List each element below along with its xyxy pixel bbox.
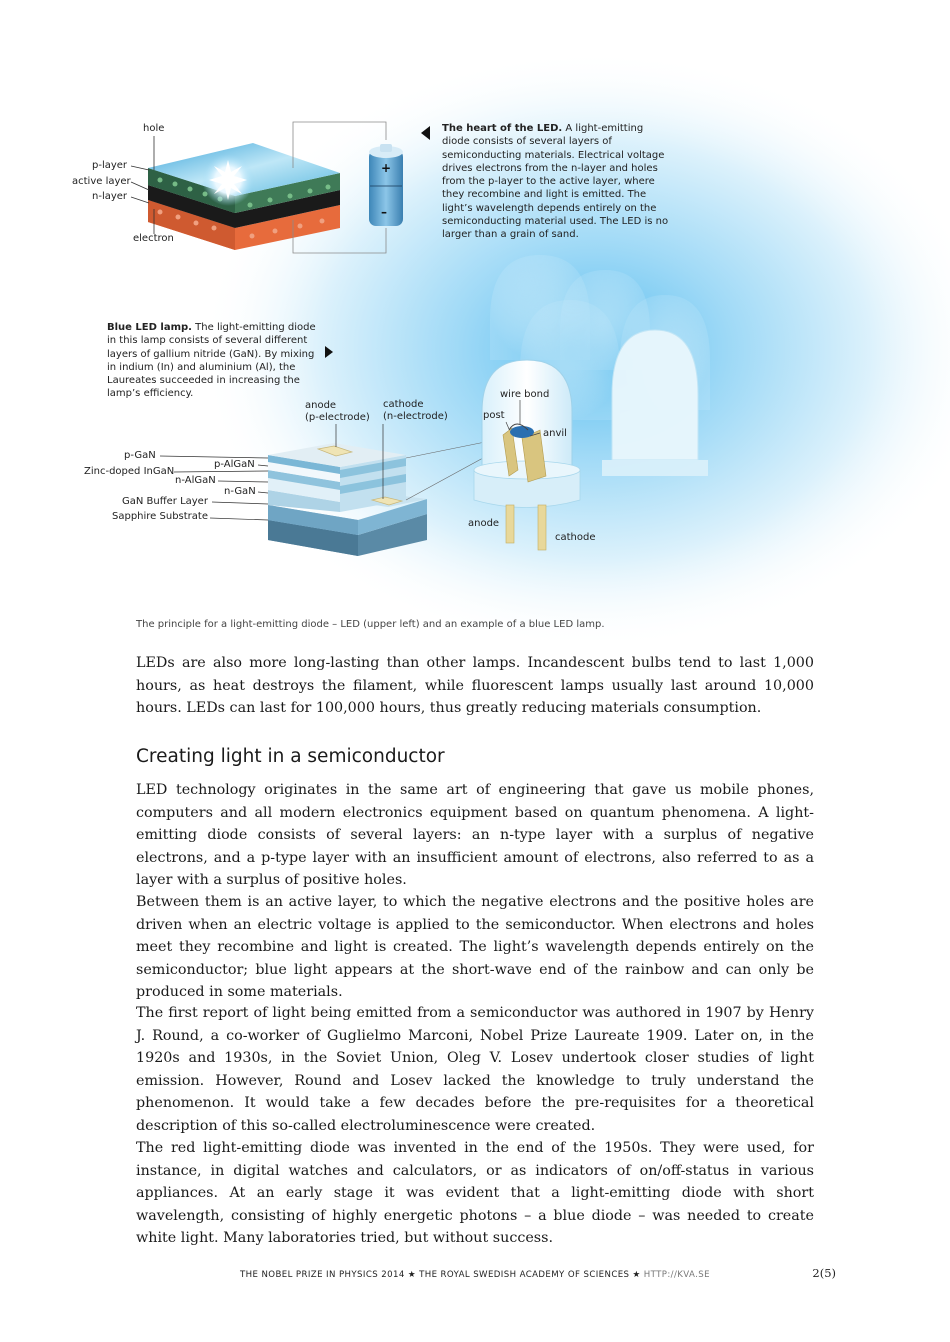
footer-prize: THE NOBEL PRIZE IN PHYSICS 2014 xyxy=(240,1270,405,1280)
label-cathode-electrode-1: cathode xyxy=(383,399,424,410)
paragraph-red-led: The red light-emitting diode was invented in the end of the 1950s. They were used, for instance, in digital watches and calculators, or as indicators of on/off-status in various appliances. At an early stage it was evident that a light-emitting diode with short wavelength, consisting of highly energetic photons – a blue diode – was needed to create white light. Many laboratories tried, but without success. xyxy=(136,1140,814,1247)
footer-star-icon: ★ xyxy=(632,1270,641,1280)
heart-note-title: The heart of the LED. xyxy=(442,123,563,134)
label-anode: anode xyxy=(468,518,500,529)
layer-stack xyxy=(268,443,427,556)
footer-url[interactable]: HTTP://KVA.SE xyxy=(643,1270,710,1280)
battery-plus: + xyxy=(381,161,392,175)
led-figure xyxy=(0,0,950,640)
label-n-layer: n-layer xyxy=(92,191,128,202)
label-n-gan: n-GaN xyxy=(224,486,256,497)
battery-minus: – xyxy=(381,205,387,219)
label-anode-electrode-2: (p-electrode) xyxy=(305,412,370,423)
label-p-algan: p-AlGaN xyxy=(214,459,255,470)
footer-academy: THE ROYAL SWEDISH ACADEMY OF SCIENCES xyxy=(419,1270,630,1280)
heart-note-text: A light-emitting diode consists of several layers of semiconducting materials. Electrical voltage drives electrons from the n-layer and holes from the p-layer to the active layer, where they recombine and light is emitted. The light’s wavelength depends entirely on the semiconducting material used. The LED is no larger than a grain of sand. xyxy=(442,123,669,241)
led-illustration xyxy=(0,0,950,640)
label-wire-bond: wire bond xyxy=(500,389,550,400)
label-post: post xyxy=(483,410,505,421)
label-cathode: cathode xyxy=(555,532,596,543)
label-zinc-ingan: Zinc-doped InGaN xyxy=(84,466,175,477)
label-anvil: anvil xyxy=(543,428,567,439)
label-hole: hole xyxy=(143,123,165,134)
label-gan-buffer: GaN Buffer Layer xyxy=(122,496,208,507)
blue-led-lamp-note xyxy=(107,321,317,401)
paragraph-led-technology: LED technology originates in the same art of engineering that gave us mobile phones, computers and all modern electronics equipment based on quantum phenomena. A light-emitting diode consists of several layers: an n-type layer with a surplus of negative electrons, and a p-type layer with an insufficient amount of electrons, also referred to as a layer with a surplus of positive holes. xyxy=(136,782,814,889)
paragraph-history: The first report of light being emitted from a semiconductor was authored in 1907 by Henry J. Round, a co-worker of Guglielmo Marconi, Nobel Prize Laureate 1909. Later on, in the 1920s and 1930s, in the Soviet Union, Oleg V. Losev undertook closer studies of light emission. However, Round and Losev lacked the knowledge to truly understand the phenomenon. It would take a few decades before the pre-requisites for a theoretical description of this so-called electroluminescence were created. xyxy=(136,1005,814,1134)
paragraph-led-lifetime: LEDs are also more long-lasting than other lamps. Incandescent bulbs tend to last 1,000 hours, as heat destroys the filament, while fluorescent lamps usually last around 10,000 hours. LEDs can last for 100,000 hours, thus greatly reducing materials consumption. xyxy=(136,655,814,717)
lamp-note-title: Blue LED lamp. xyxy=(107,322,192,333)
footer-star-icon: ★ xyxy=(407,1270,416,1280)
paragraph-active-layer: Between them is an active layer, to which the negative electrons and the positive holes are driven when an electric voltage is applied to the semiconductor. When electrons and holes meet they recombine and light is created. The light’s wavelength depends entirely on the semiconductor; blue light appears at the short-wave end of the rainbow and can only be produced in some materials. xyxy=(136,894,814,1001)
label-n-algan: n-AlGaN xyxy=(175,475,216,486)
page-number: 2(5) xyxy=(812,1266,836,1280)
figure-caption: The principle for a light-emitting diode – LED (upper left) and an example of a blue LED lamp. xyxy=(136,619,605,630)
label-sapphire: Sapphire Substrate xyxy=(112,511,208,522)
label-p-gan: p-GaN xyxy=(124,450,156,461)
label-p-layer: p-layer xyxy=(92,160,128,171)
section-heading: Creating light in a semiconductor xyxy=(136,746,445,767)
lamp-note-text: The light-emitting diode in this lamp consists of several different layers of gallium nitride (GaN). By mixing in indium (In) and aluminium (Al), the Laureates succeeded in increasing the lamp’s efficiency. xyxy=(107,322,316,400)
heart-of-led-note xyxy=(442,122,670,242)
label-cathode-electrode-2: (n-electrode) xyxy=(383,411,448,422)
label-electron: electron xyxy=(133,233,174,244)
label-anode-electrode-1: anode xyxy=(305,400,337,411)
page-footer xyxy=(0,1270,950,1280)
label-active-layer: active layer xyxy=(72,176,131,187)
